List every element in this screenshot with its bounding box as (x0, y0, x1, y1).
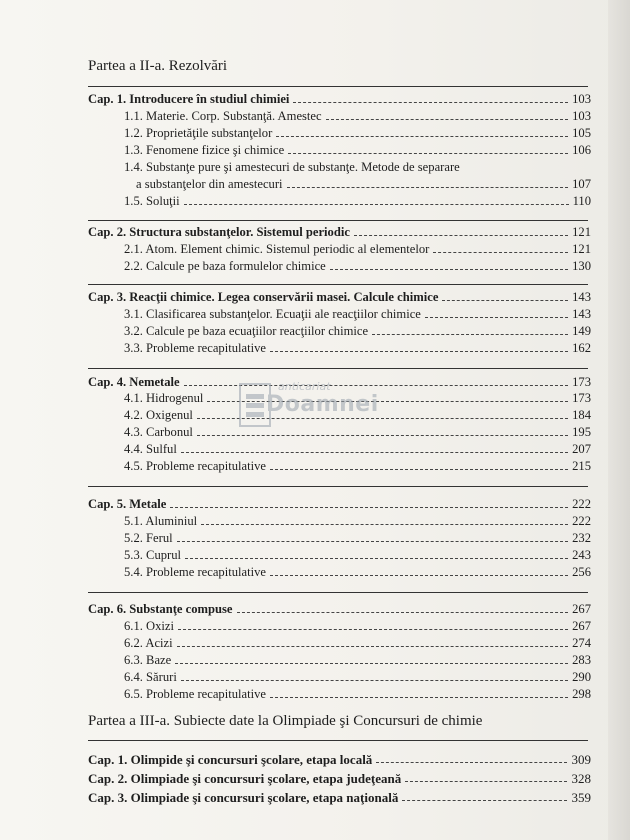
toc-page-number: 267 (572, 602, 591, 616)
part3-separator (88, 740, 588, 741)
leader-dots (293, 102, 568, 103)
toc-page-number: 184 (572, 408, 591, 422)
toc-item[interactable] (88, 548, 591, 564)
leader-dots (184, 204, 569, 205)
leader-dots (178, 629, 568, 630)
toc-item[interactable] (88, 259, 591, 275)
toc-chapter-label: Cap. 2. Olimpiade şi concursuri şcolare, etapa judeţeană (88, 771, 402, 786)
leader-dots (177, 646, 568, 647)
toc-page-number: 243 (572, 548, 591, 562)
leader-dots (376, 762, 567, 763)
toc-chapter-label: Cap. 4. Nemetale (88, 375, 180, 389)
toc-page-number: 110 (572, 194, 591, 208)
toc-item[interactable] (88, 341, 591, 357)
toc-page-number: 143 (572, 307, 591, 321)
toc-page-number: 195 (572, 425, 591, 439)
toc-item-label: 2.2. Calcule pe baza formulelor chimice (124, 259, 326, 273)
leader-dots (287, 187, 568, 188)
toc-page-number: 103 (572, 92, 591, 106)
toc-chapter-label: Cap. 2. Structura substanţelor. Sistemul periodic (88, 225, 350, 239)
toc-page-number: 106 (572, 143, 591, 157)
toc-item[interactable] (88, 143, 591, 159)
toc-item[interactable] (88, 126, 591, 142)
toc-item-label: 5.3. Cuprul (124, 548, 182, 562)
leader-dots (405, 781, 567, 782)
watermark-line2: Doamnei (266, 392, 379, 417)
toc-chapter-5[interactable] (88, 497, 591, 513)
toc-part3-chapter-3[interactable] (88, 790, 591, 806)
toc-page-number: 359 (571, 790, 591, 805)
toc-chapter-6[interactable] (88, 602, 591, 618)
toc-item[interactable] (88, 160, 591, 176)
toc-item-label: 4.4. Sulful (124, 442, 177, 456)
toc-item-label: 6.2. Acizi (124, 636, 173, 650)
leader-dots (270, 575, 568, 576)
part3-title: Partea a III-a. Subiecte date la Olimpiade şi Concursuri de chimie (88, 713, 483, 729)
toc-item[interactable] (88, 242, 591, 258)
toc-part3-chapter-2[interactable] (88, 771, 591, 787)
leader-dots (425, 317, 568, 318)
toc-page-number: 121 (572, 225, 591, 239)
toc-item-label: 1.5. Soluţii (124, 194, 180, 208)
leader-dots (326, 119, 568, 120)
toc-item-label: 6.1. Oxizi (124, 619, 175, 633)
leader-dots (175, 663, 568, 664)
leader-dots (276, 136, 568, 137)
toc-page-number: 290 (572, 670, 591, 684)
toc-item[interactable] (88, 619, 591, 635)
leader-dots (270, 469, 568, 470)
part2-separator (88, 86, 588, 87)
toc-chapter-label: Cap. 1. Introducere în studiul chimiei (88, 92, 290, 106)
watermark-line1: anticariat (278, 380, 331, 393)
toc-page-number: 162 (572, 341, 591, 355)
toc-item[interactable] (88, 109, 591, 125)
leader-dots (433, 252, 568, 253)
toc-item-label: 5.4. Probleme recapitulative (124, 565, 266, 579)
toc-page-number: 103 (572, 109, 591, 123)
toc-item-label: 6.4. Săruri (124, 670, 177, 684)
leader-dots (177, 541, 568, 542)
toc-item-label: 6.3. Baze (124, 653, 172, 667)
toc-item[interactable] (88, 307, 591, 323)
toc-page-number: 130 (572, 259, 591, 273)
toc-item[interactable] (88, 459, 591, 475)
toc-item-label: 1.3. Fenomene fizice şi chimice (124, 143, 285, 157)
toc-chapter-1[interactable] (88, 92, 591, 108)
leader-dots (288, 153, 568, 154)
toc-item-label: 4.2. Oxigenul (124, 408, 193, 422)
leader-dots (270, 697, 568, 698)
toc-item[interactable] (88, 687, 591, 703)
toc-item-label: 4.3. Carbonul (124, 425, 193, 439)
toc-item-label: 1.2. Proprietăţile substanţelor (124, 126, 273, 140)
toc-page-number: 215 (572, 459, 591, 473)
part2-title: Partea a II-a. Rezolvări (88, 58, 228, 74)
toc-part3-chapter-1[interactable] (88, 752, 591, 768)
toc-item-label: 5.2. Ferul (124, 531, 173, 545)
chapter-separator (88, 486, 588, 487)
chapter-separator (88, 368, 588, 369)
toc-page-number: 207 (572, 442, 591, 456)
toc-page-number: 222 (572, 514, 591, 528)
toc-page-number: 149 (572, 324, 591, 338)
toc-page-number: 267 (572, 619, 591, 633)
toc-chapter-label: Cap. 1. Olimpide şi concursuri şcolare, etapa locală (88, 752, 373, 767)
leader-dots (402, 800, 567, 801)
toc-page-number: 232 (572, 531, 591, 545)
chapter-separator (88, 592, 588, 593)
toc-page-number: 173 (572, 391, 591, 405)
toc-page-number: 274 (572, 636, 591, 650)
toc-chapter-2[interactable] (88, 225, 591, 241)
toc-item-label: 3.3. Probleme recapitulative (124, 341, 266, 355)
toc-item[interactable] (88, 565, 591, 581)
leader-dots (354, 235, 568, 236)
toc-item[interactable] (88, 194, 591, 210)
toc-item-label: 4.1. Hidrogenul (124, 391, 204, 405)
toc-item-label: 4.5. Probleme recapitulative (124, 459, 266, 473)
toc-page-number: 283 (572, 653, 591, 667)
leader-dots (181, 452, 568, 453)
toc-item-label: 3.2. Calcule pe baza ecuaţiilor reacţiilor chimice (124, 324, 369, 338)
toc-item[interactable] (88, 670, 591, 686)
toc-chapter-label: Cap. 3. Reacţii chimice. Legea conservării masei. Calcule chimice (88, 290, 439, 304)
toc-item-label: 6.5. Probleme recapitulative (124, 687, 266, 701)
toc-item-label: a substanţelor din amestecuri (136, 177, 283, 191)
leader-dots (201, 524, 568, 525)
toc-page-number: 309 (571, 752, 591, 767)
leader-dots (330, 269, 568, 270)
toc-chapter-label: Cap. 3. Olimpiade şi concursuri şcolare, etapa naţională (88, 790, 399, 805)
toc-page-number: 121 (572, 242, 591, 256)
toc-item[interactable] (88, 514, 591, 530)
toc-item-label: 2.1. Atom. Element chimic. Sistemul periodic al elementelor (124, 242, 430, 256)
leader-dots (442, 300, 568, 301)
page-edge (608, 0, 630, 840)
leader-dots (185, 558, 568, 559)
toc-page-number: 298 (572, 687, 591, 701)
toc-item[interactable] (88, 324, 591, 340)
chapter-separator (88, 220, 588, 221)
toc-page-number: 222 (572, 497, 591, 511)
toc-chapter-label: Cap. 6. Substanţe compuse (88, 602, 233, 616)
chapter-separator (88, 284, 588, 285)
leader-dots (170, 507, 568, 508)
bookshop-watermark (238, 376, 388, 446)
toc-chapter-label: Cap. 5. Metale (88, 497, 167, 511)
toc-item-label: 1.4. Substanţe pure şi amestecuri de substanţe. Metode de separare (124, 160, 460, 174)
toc-page-number: 143 (572, 290, 591, 304)
toc-page-number: 328 (571, 771, 591, 786)
leader-dots (237, 612, 568, 613)
toc-chapter-3[interactable] (88, 290, 591, 306)
toc-page-number: 107 (572, 177, 591, 191)
leader-dots (181, 680, 568, 681)
toc-page-number: 173 (572, 375, 591, 389)
toc-page-number: 105 (572, 126, 591, 140)
toc-item[interactable] (88, 653, 591, 669)
toc-item[interactable] (88, 531, 591, 547)
leader-dots (270, 351, 568, 352)
toc-item-label: 5.1. Aluminiul (124, 514, 198, 528)
leader-dots (372, 334, 568, 335)
toc-item-label: 1.1. Materie. Corp. Substanţă. Amestec (124, 109, 322, 123)
toc-item-continuation[interactable] (88, 177, 591, 193)
toc-page-number: 256 (572, 565, 591, 579)
toc-item[interactable] (88, 636, 591, 652)
toc-item-label: 3.1. Clasificarea substanţelor. Ecuaţii ale reacţiilor chimice (124, 307, 421, 321)
